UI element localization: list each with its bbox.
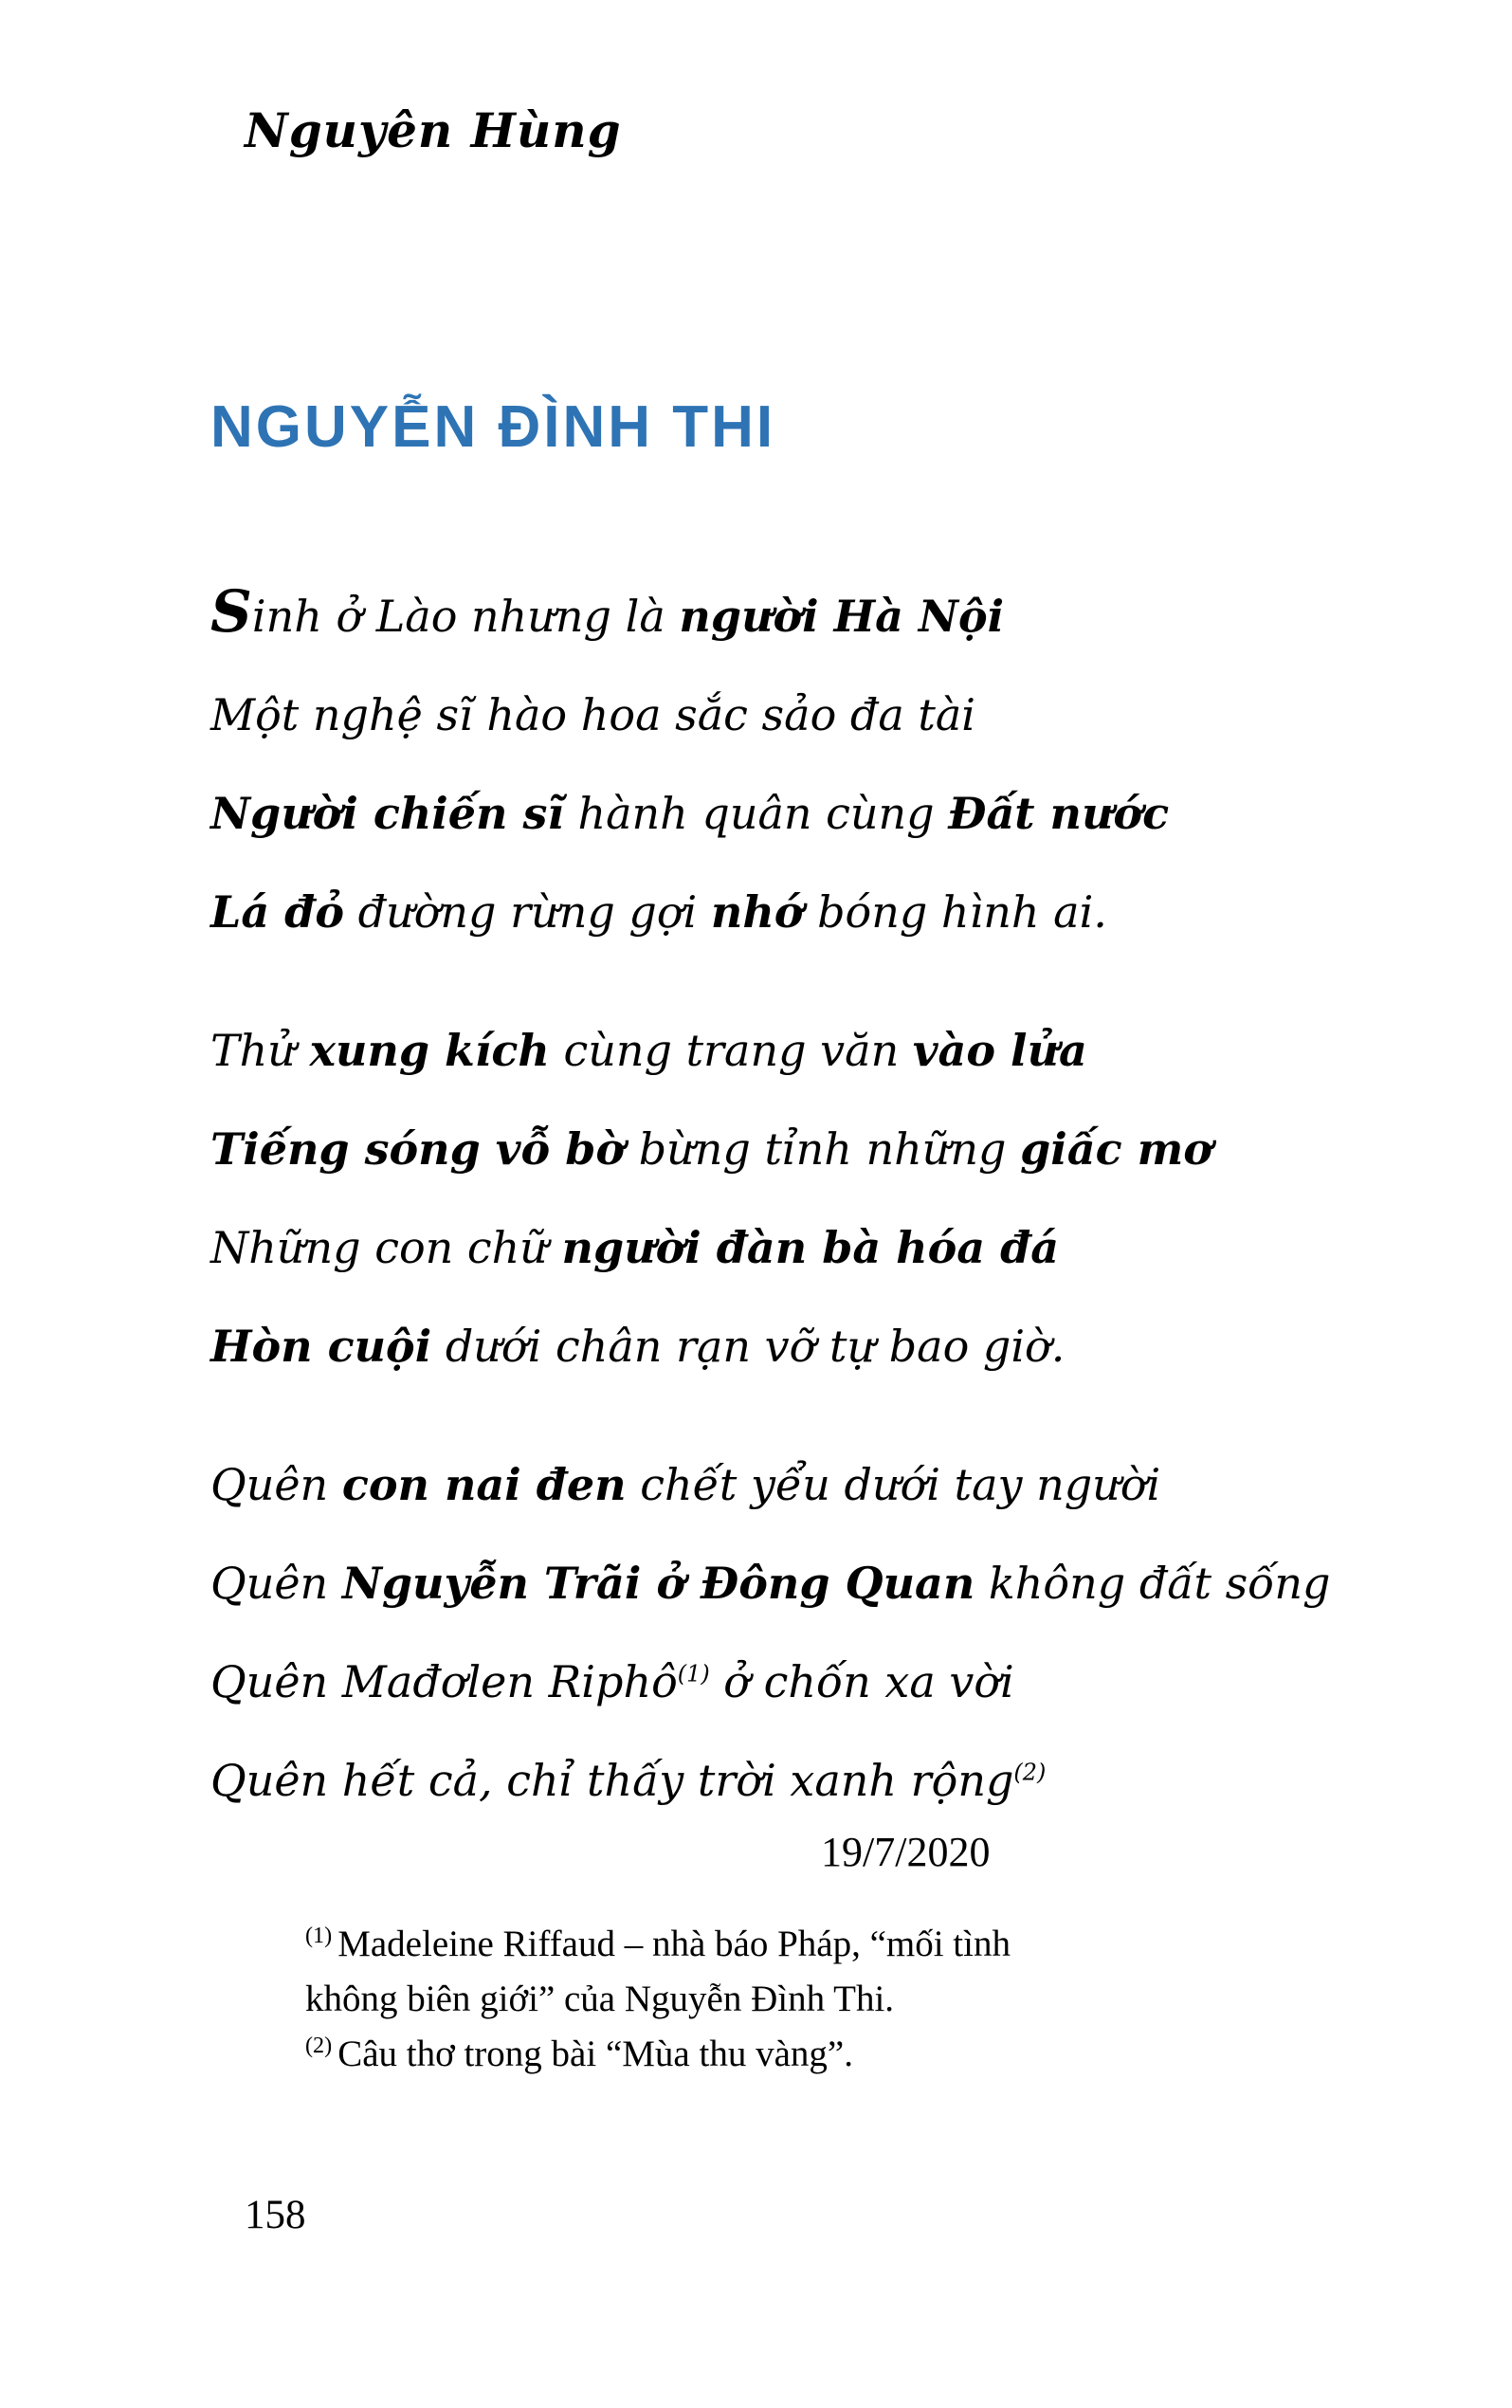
poem-emphasis: Hòn cuội: [210, 1321, 432, 1372]
poem-emphasis: nhớ: [710, 886, 804, 938]
footnote-text: không biên giới” của Nguyễn Đình Thi.: [305, 1979, 895, 2019]
footnote-ref: (1): [677, 1660, 710, 1687]
poem-text: inh ở Lào nhưng là: [251, 591, 680, 642]
poem-text: Quên: [210, 1459, 342, 1510]
poem-emphasis: Lá đỏ: [210, 886, 345, 938]
poem-emphasis: S: [210, 578, 252, 646]
poem-line: [210, 1100, 1253, 1198]
poem-text: Một nghệ sĩ hào hoa sắc sảo đa tài: [210, 689, 975, 740]
poem-emphasis: con nai đen: [341, 1459, 627, 1510]
poem-text: ở chốn xa vời: [709, 1656, 1014, 1707]
stanza-1: [210, 567, 1253, 961]
footnote-1: [305, 1917, 1301, 2027]
poem: [210, 567, 1331, 1870]
poem-text: cùng trang văn: [549, 1025, 913, 1076]
poem-emphasis: người Hà Nội: [679, 591, 1005, 642]
poem-text: dưới chân rạn vỡ tự bao giờ.: [431, 1321, 1066, 1372]
poem-text: đường rừng gợi: [344, 886, 711, 938]
poem-text: Quên Mađơlen Riphô: [210, 1656, 678, 1707]
author-header: Nguyên Hùng: [245, 102, 622, 158]
poem-line: [210, 1001, 1253, 1100]
poem-emphasis: vào lửa: [912, 1025, 1087, 1076]
footnote-text: Madeleine Riffaud – nhà báo Pháp, “mối tình: [337, 1924, 1011, 1964]
poem-text: bóng hình ai.: [803, 886, 1107, 938]
poem-line: [210, 567, 1253, 666]
poem-line: [210, 863, 1253, 961]
poem-text: Quên: [210, 1558, 342, 1609]
stanza-3: [210, 1435, 1331, 1830]
poem-text: bừng tỉnh những: [625, 1123, 1021, 1175]
page-number: 158: [245, 2193, 306, 2237]
footnotes: [305, 1917, 1301, 2082]
poem-text: hành quân cùng: [563, 788, 949, 839]
footnote-text: Câu thơ trong bài “Mùa thu vàng”.: [337, 2034, 853, 2074]
stanza-2: [210, 1001, 1253, 1396]
poem-text: Những con chữ: [210, 1222, 562, 1273]
poem-line: [210, 1198, 1253, 1297]
poem-emphasis: Tiếng sóng vỗ bờ: [210, 1123, 626, 1175]
poem-emphasis: Nguyễn Trãi ở Đông Quan: [341, 1558, 975, 1609]
page-title: NGUYỄN ĐÌNH THI: [210, 394, 776, 460]
poem-line: [210, 764, 1253, 863]
poem-text: không đất sống: [975, 1558, 1331, 1609]
poem-emphasis: Đất nước: [948, 788, 1170, 839]
poem-emphasis: Người chiến sĩ: [210, 788, 564, 839]
poem-emphasis: người đàn bà hóa đá: [561, 1222, 1060, 1273]
poem-line: [210, 1297, 1253, 1396]
poem-emphasis: xung kích: [309, 1025, 550, 1076]
footnote-marker: (1): [305, 1923, 333, 1948]
poem-text: Quên hết cả, chỉ thấy trời xanh rộng: [210, 1755, 1014, 1806]
poem-line: [210, 1633, 1253, 1731]
footnote-ref: (2): [1013, 1759, 1047, 1786]
poem-line: [210, 1731, 1253, 1830]
footnote-2: [305, 2027, 1301, 2082]
footnote-marker: (2): [305, 2033, 333, 2058]
poem-text: chết yểu dưới tay người: [626, 1459, 1161, 1510]
poem-date: 19/7/2020: [821, 1829, 991, 1875]
poem-text: Thử: [210, 1025, 310, 1076]
poem-line: [210, 666, 1253, 764]
poem-line: [210, 1435, 1253, 1534]
poem-line: [210, 1534, 1331, 1633]
poem-emphasis: giấc mơ: [1020, 1123, 1212, 1175]
